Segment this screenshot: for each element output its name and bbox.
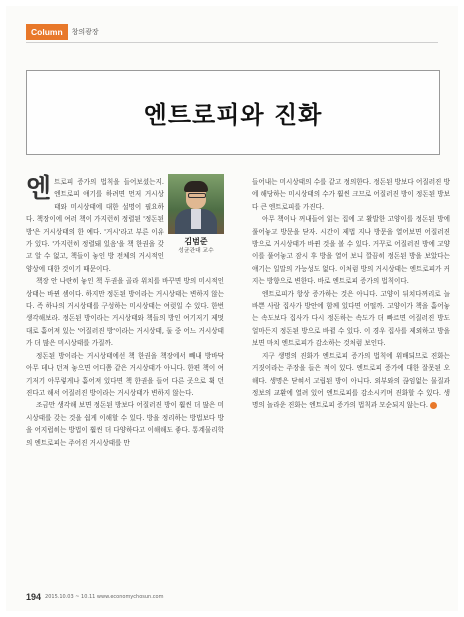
column-label: Column	[26, 24, 68, 40]
paragraph: 엔트로피 증가의 법칙을 들어보셨는지. 엔트로피 얘기를 하려면 먼저 거시상태와 미시상태에 대한 설명이 필요하다. 책장이에 여러 책이 가지런히 정렬된 '정돈된 방'은 거시상태의 한 예다. '거시'라고 부른 이유가 있다. '가지런히 정렬돼 있음'을 책 한권을 갖고 알 수 없고, 책들이 놓인 방 전체의 거시적인 양상에 대한 것이기 때문이다.	[26, 174, 164, 273]
left-column	[26, 176, 224, 449]
dropcap: 엔	[26, 174, 52, 204]
paragraph: 정돈된 방이라는 거시상태에선 책 한권을 책장에서 빼내 방바닥 아무 데나 던져 놓으면 어디쯤 같은 거시상태가 아니다. 한편 책이 여기저기 아무렇게나 흩어져 있다면 책 한권을 들어 다른 곳으로 휙 던진다고 해서 어질러진 방이라는 거시상태가 변하지 않는다.	[26, 351, 224, 397]
end-mark-icon	[430, 402, 437, 409]
author-name: 김범준	[184, 237, 208, 246]
footer-info: 2015.10.03 ~ 10.11 www.economychosun.com	[45, 594, 164, 600]
author-block	[168, 174, 224, 258]
page-number: 194	[26, 592, 42, 602]
paragraph: 엔트로피가 항상 증가하는 것은 아니다. 고양이 뒤치다꺼리로 늘 바쁜 사람 집사가 방안에 함께 있다면 어떨까. 고양이가 책을 흩어놓는 속도보다 집사가 다시 정돈하는 속도가 더 빠르면 어질러진 방도 얼마든지 정돈된 방으로 바뀔 수 있다. 이 경우 집사를 제외하고 방을 보면 마치 엔트로피가 감소하는 것처럼 보인다.	[252, 289, 450, 348]
header-rule	[26, 42, 438, 43]
article-title: 엔트로피와 진화	[143, 101, 323, 129]
paragraph: 책장 안 나란히 놓인 책 두권을 골라 위치를 바꾸면 방의 미시적인 상태는 바뀐 셈이다. 하지만 정돈된 방이라는 거시상태는 변하지 않는다. 즉 하나의 거시상태를 구성하는 미시상태는 여럿일 수 있다. 한번 생각해보라. 정돈된 방이라는 거시상태와 책들의 방인 여기저기 제멋대로 흩어져 있는 '어질러진 방'이라는 거시상태, 둘 중 어느 거시상태가 더 많은 미시상태를 가질까.	[26, 277, 224, 348]
paragraph: 들어내는 미시상태의 수를 같고 정의한다. 정돈된 방보다 어질러진 방에 해당하는 미시상태의 수가 훨씬 크므로 어질러진 방이 정돈된 방보다 큰 엔트로피를 가진다.	[252, 178, 450, 211]
column-badge	[26, 24, 99, 40]
author-role: 성균관대 교수	[178, 248, 214, 254]
right-column	[252, 176, 450, 412]
paragraph: 지구 생명의 진화가 엔트로피 증가의 법칙에 위배되므로 진화는 거짓이라는 주장을 들은 적이 있다. 엔트로피 증가에 대한 잘못된 오해다. 생명은 닫혀서 고립된 방이 아니다. 외부와의 끊임없는 물질과 정보의 교환에 열려 있어 엔트로피를 감소시키며 진화할 수 있다. 생명의 놀라운 진화는 엔트로피 증가의 법칙과 모순되지 않는다.	[252, 351, 450, 410]
paragraph: 아무 책이나 꺼내들어 읽는 집에 고 활발한 고양이를 정돈된 방에 풀어놓고 방문을 닫자. 시간이 제법 지나 방문을 열어보면 어질러진 방으로 거시상태가 바뀐 것을 볼 수 있다. 거꾸로 어질러진 방에 고양이를 풀어놓고 잠시 후 방을 열어 보니 깔끔히 정돈된 방을 보았다는 얘기는 일말의 가능성도 없다. 이처럼 방의 거시상태는 엔트로피가 커지는 방향으로 변한다. 바로 엔트로피 증가의 법칙이다.	[252, 215, 450, 286]
title-box	[26, 70, 440, 155]
paragraph: 조금만 생각해 보면 정돈된 방보다 어질러진 방이 훨씬 더 많은 미시상태를 갖는 것을 쉽게 이해할 수 있다. 방을 정리하는 방법보다 방을 어지럽히는 방법이 훨씬 더 다양하다고 이해해도 좋다. 통계물리학의 엔트로피는 주어진 거시상태를 만	[26, 401, 224, 447]
author-photo	[168, 174, 224, 234]
column-subtitle: 창의광장	[71, 28, 99, 36]
page-footer	[26, 592, 163, 602]
